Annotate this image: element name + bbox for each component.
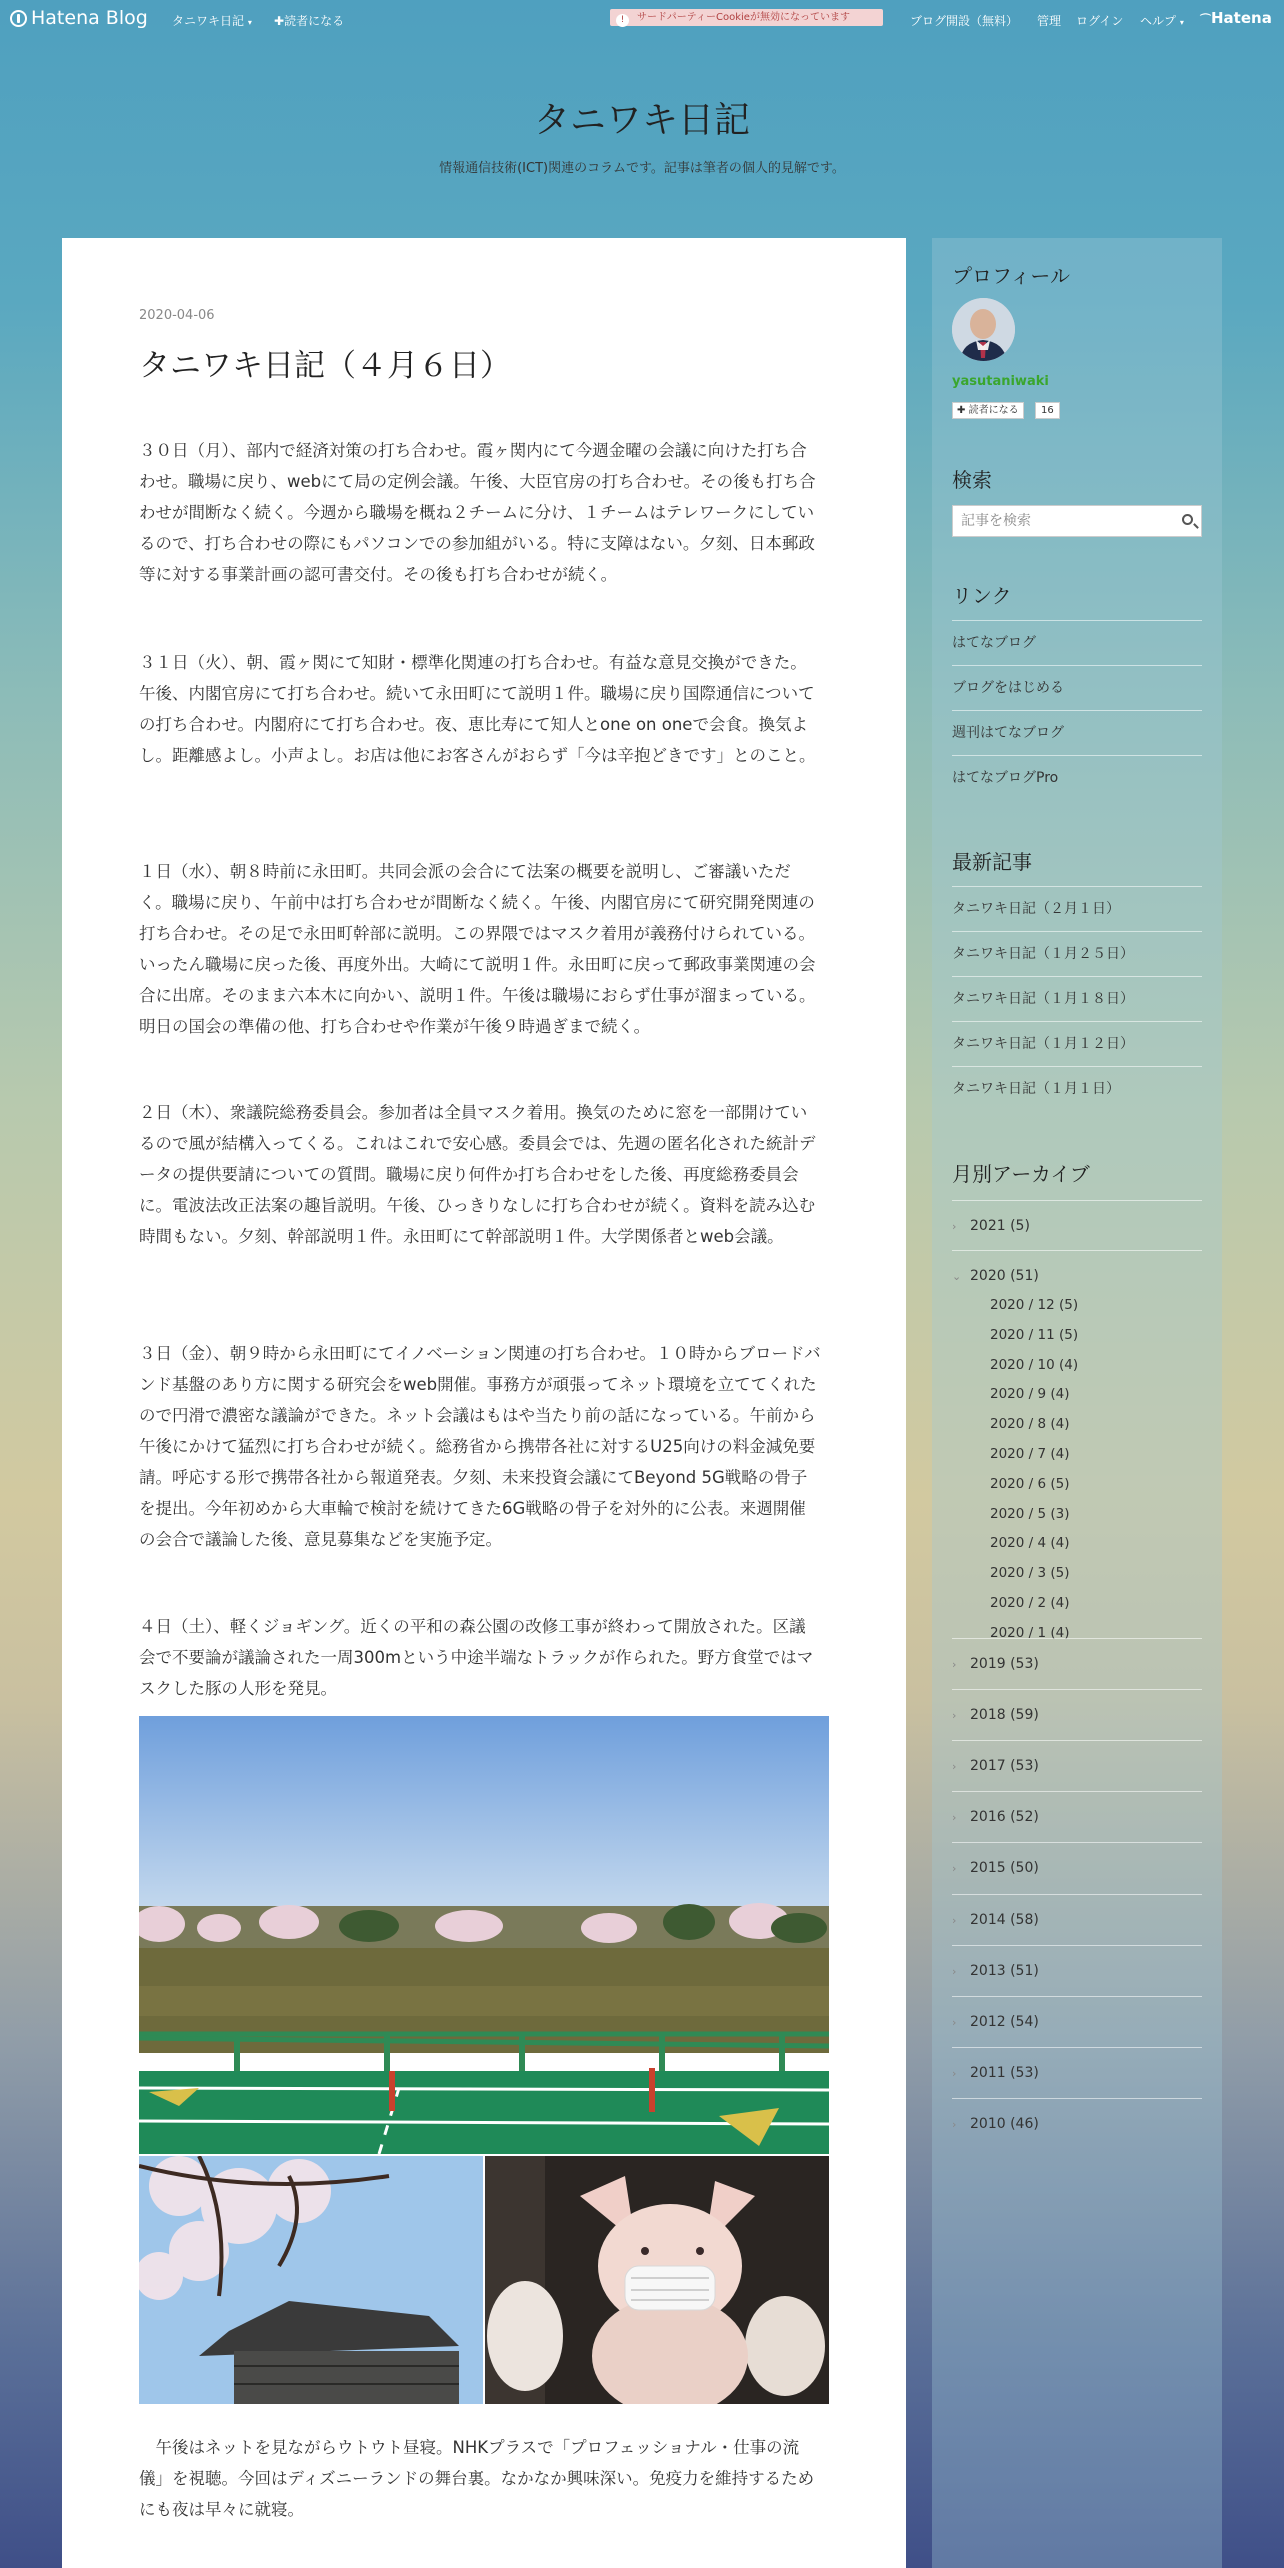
archive-year[interactable] (952, 1996, 1202, 2047)
blog-menu[interactable] (172, 12, 252, 29)
archive-month[interactable]: 2020 / 4 (4) (990, 1535, 1070, 1552)
archive-month[interactable]: 2020 / 10 (4) (990, 1356, 1079, 1373)
entry-paragraph: ３日（金）、朝９時から永田町にてイノベーション関連の打ち合わせ。１０時からブロードバンド基盤のあり方に関する研究会をweb開催。事務方が頑張ってネット環境を立ててくれたので円滑で濃密な議論ができた。ネット会議はもはや当たり前の話になっている。午前から午後にかけて猛烈に打ち合わせが続く。総務省から携帯各社に対するU25向けの料金減免要請。呼応する形で携帯各社から報道発表。夕刻、未来投資会議にてBeyond 5G戦略の骨子を提出。今年初めから大車輪で検討を続けてきた6G戦略の骨子を対外的に公表。来週開催の会合で議論した後、意見募集などを実施予定。 (139, 1344, 821, 1549)
logo-text: Hatena Blog (31, 7, 148, 29)
archive-year-label: 2010 (46) (970, 2115, 1039, 2132)
archive-year-label: 2015 (50) (970, 1860, 1039, 1877)
archive-year[interactable] (952, 1842, 1202, 1893)
archive-year-label: 2017 (53) (970, 1758, 1039, 1775)
cookie-notice[interactable] (610, 9, 883, 26)
caret-down-icon: ▾ (1179, 18, 1184, 27)
entry-paragraph: １日（水）、朝８時前に永田町。共同会派の会合にて法案の概要を説明し、ご審議いただく。職場に戻り、午前中は打ち合わせが間断なく続く。午後、内閣官房にて研究開発関連の打ち合わせ。その足で永田町幹部に説明。この界隈ではマスク着用が義務付けられている。いったん職場に戻った後、再度外出。大崎にて説明１件。永田町に戻って郵政事業関連の会合に出席。そのまま六本木に向かい、説明１件。午後は職場におらず仕事が溜まっている。明日の国会の準備の他、打ち合わせや作業が午後９時過ぎまで続く。 (139, 862, 816, 1036)
chevron-down-icon: ⌄ (952, 1270, 962, 1283)
chevron-right-icon: › (952, 1760, 957, 1774)
recent-entry[interactable]: タニワキ日記（１月１日） (952, 1066, 1202, 1110)
archive-year-label: 2019 (53) (970, 1656, 1039, 1672)
profile-heading: プロフィール (952, 264, 1070, 288)
blog-menu-label: タニワキ日記 (172, 14, 245, 28)
archive-month[interactable]: 2020 / 7 (4) (990, 1446, 1070, 1462)
chevron-right-icon: › (952, 2066, 957, 2080)
avatar-image (952, 298, 1015, 361)
archive-year[interactable] (952, 1200, 1202, 1250)
manage-link[interactable]: 管理 (1037, 14, 1062, 28)
hatena-label: Hatena (1211, 9, 1272, 27)
archive-month[interactable]: 2020 / 9 (4) (990, 1386, 1070, 1403)
archive-year[interactable] (952, 2098, 1202, 2149)
chevron-right-icon: › (952, 1913, 957, 1927)
entry-paragraph: ２日（木）、衆議院総務委員会。参加者は全員マスク着用。換気のために窓を一部開けているので風が結構入ってくる。これはこれで安心感。委員会では、先週の匿名化された統計データの提供要請についての質問。職場に戻り何件か打ち合わせをした後、再度総務委員会に。電波法改正法案の趣旨説明。午後、ひっきりなしに打ち合わせが続く。資料を読み込む時間もない。夕刻、幹部説明１件。永田町にて幹部説明１件。大学関係者とweb会議。 (139, 1103, 816, 1246)
archive-month[interactable]: 2020 / 6 (5) (990, 1475, 1070, 1492)
hatena-link[interactable] (1200, 9, 1272, 27)
entry-paragraph: ３１日（火）、朝、霞ヶ関にて知財・標準化関連の打ち合わせ。有益な意見交換ができた。午後、内閣官房にて打ち合わせ。続いて永田町にて説明１件。職場に戻り国際通信についての打ち合わせ。内閣府にて打ち合わせ。夜、恵比寿にて知人とone on oneで会食。換気よし。距離感よし。小声よし。お店は他にお客さんがおらず「今は辛抱どきです」とのこと。 (139, 653, 816, 765)
archive-month[interactable]: 2020 / 5 (3) (990, 1505, 1070, 1522)
cherry-blossom-photo[interactable] (139, 2156, 483, 2404)
archive-year-label: 2013 (51) (970, 1962, 1039, 1979)
chevron-right-icon: › (952, 1658, 957, 1671)
recent-entry[interactable]: タニワキ日記（１月１２日） (952, 1021, 1202, 1065)
login-link[interactable]: ログイン (1076, 14, 1124, 28)
open-blog-link[interactable]: ブログ開設（無料） (910, 14, 1019, 28)
exclamation-icon: ! (616, 14, 629, 27)
archive-heading: 月別アーカイブ (952, 1162, 1090, 1186)
sidebar-link[interactable]: ブログをはじめる (952, 665, 1202, 709)
archive-month[interactable]: 2020 / 2 (4) (990, 1595, 1070, 1611)
sidebar-link[interactable]: はてなブログ (952, 620, 1202, 664)
search-heading: 検索 (952, 468, 992, 492)
entry-title[interactable]: タニワキ日記（４月６日） (139, 348, 511, 384)
blog-title[interactable]: タニワキ日記 (533, 100, 750, 141)
archive-year[interactable] (952, 2047, 1202, 2098)
entry-paragraph: ４日（土）、軽くジョギング。近くの平和の森公園の改修工事が終わって開放された。区議会で不要論が議論された一周300mという中途半端なトラックが作られた。野方食堂ではマスクした豚の人形を発見。 (139, 1617, 814, 1698)
archive-year-label: 2020 (51) (970, 1268, 1039, 1284)
subscribe-label: 読者になる (284, 14, 345, 28)
caret-down-icon: ▾ (247, 18, 252, 27)
archive-year-label: 2014 (58) (970, 1911, 1039, 1928)
chevron-right-icon: › (952, 1709, 957, 1723)
archive-year[interactable] (952, 1791, 1202, 1842)
entry-date[interactable]: 2020-04-06 (139, 308, 215, 323)
sidebar-link[interactable]: 週刊はてなブログ (952, 710, 1202, 754)
archive-month[interactable]: 2020 / 3 (5) (990, 1565, 1070, 1582)
archive-month[interactable]: 2020 / 1 (4) (990, 1624, 1070, 1641)
archive-year-label: 2018 (59) (970, 1707, 1039, 1724)
archive-year-label: 2012 (54) (970, 2013, 1039, 2030)
archive-month[interactable]: 2020 / 8 (4) (990, 1416, 1070, 1433)
plus-icon: ✚ (274, 14, 285, 28)
park-track-photo[interactable] (139, 1716, 829, 2154)
entry-paragraph: 午後はネットを見ながらウトウト昼寝。NHKプラスで「プロフェッショナル・仕事の流儀」を視聴。今回はディズニーランドの舞台裏。なかなか興味深い。免疫力を維持するためにも夜は早々に就寝。 (139, 2438, 815, 2519)
search-icon[interactable] (1182, 514, 1193, 525)
archive-year-label: 2016 (52) (970, 1809, 1039, 1826)
chevron-right-icon: › (952, 2015, 957, 2029)
archive-year[interactable] (952, 1638, 1202, 1689)
entry-paragraph: ３０日（月）、部内で経済対策の打ち合わせ。霞ヶ関内にて今週金曜の会議に向けた打ち合わせ。職場に戻り、webにて局の定例会議。午後、大臣官房の打ち合わせ。その後も打ち合わせが間断なく続く。今週から職場を概ね２チームに分け、１チームはテレワークにしているので、打ち合わせの際にもパソコンでの参加組がいる。特に支障はない。夕刻、日本郵政等に対する事業計画の認可書交付。その後も打ち合わせが続く。 (139, 441, 816, 584)
article-container (62, 238, 906, 2568)
blog-description: 情報通信技術(ICT)関連のコラムです。記事は筆者の個人的見解です。 (439, 161, 845, 176)
recent-entry[interactable]: タニワキ日記（１月２５日） (952, 931, 1202, 975)
sidebar-link[interactable]: はてなブログPro (952, 755, 1202, 799)
hatena-mark-icon: ⌒ (1200, 13, 1211, 26)
chevron-right-icon: › (952, 2117, 957, 2131)
links-heading: リンク (952, 584, 1012, 608)
masked-pig-photo[interactable] (485, 2156, 829, 2404)
archive-month[interactable]: 2020 / 12 (5) (990, 1297, 1079, 1313)
search-input[interactable] (953, 506, 1179, 536)
chevron-right-icon: › (952, 1220, 957, 1233)
archive-year[interactable] (952, 1689, 1202, 1740)
reader-count: 16 (1035, 402, 1060, 419)
archive-year[interactable] (952, 1945, 1202, 1996)
archive-year[interactable] (952, 1894, 1202, 1945)
avatar[interactable] (952, 298, 1015, 361)
profile-username[interactable]: yasutaniwaki (952, 374, 1049, 389)
search-box (952, 505, 1202, 537)
chevron-right-icon: › (952, 1964, 957, 1978)
hatena-logo-icon (10, 10, 27, 27)
reader-button[interactable] (952, 402, 1024, 419)
chevron-right-icon: › (952, 1862, 957, 1876)
archive-month[interactable]: 2020 / 11 (5) (990, 1326, 1079, 1343)
recent-entry[interactable]: タニワキ日記（２月１日） (952, 886, 1202, 930)
hatena-blog-logo[interactable] (10, 7, 148, 29)
help-menu[interactable] (1140, 12, 1184, 29)
chevron-right-icon: › (952, 1811, 957, 1825)
subscribe-link[interactable] (274, 12, 344, 29)
archive-year-label: 2011 (53) (970, 2064, 1039, 2081)
help-label: ヘルプ (1140, 14, 1177, 28)
archive-year[interactable] (952, 1740, 1202, 1791)
recent-entry[interactable]: タニワキ日記（１月１８日） (952, 976, 1202, 1020)
cookie-notice-text: サードパーティーCookieが無効になっています (637, 12, 850, 23)
plus-icon: ✚ (957, 405, 966, 416)
sidebar (932, 238, 1222, 2568)
recent-heading: 最新記事 (952, 850, 1032, 874)
archive-year-label: 2021 (5) (970, 1218, 1030, 1234)
reader-button-label: 読者になる (968, 405, 1019, 416)
global-header (0, 0, 1284, 38)
